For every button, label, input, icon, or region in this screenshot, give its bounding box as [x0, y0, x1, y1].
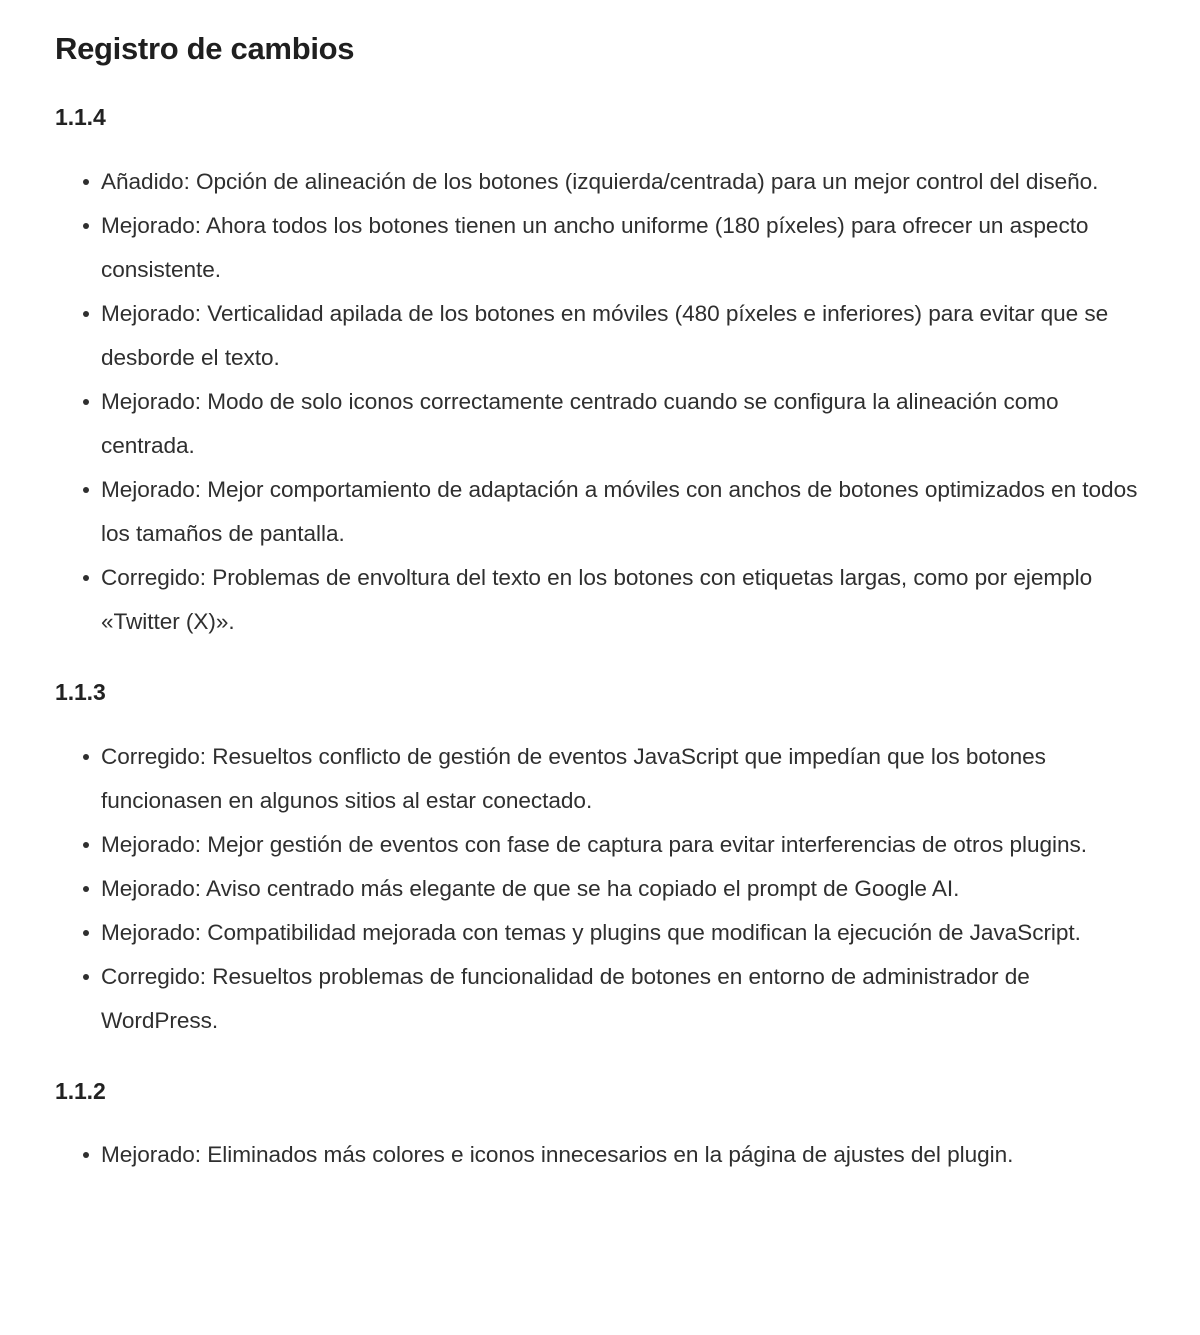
bullet-icon — [83, 867, 90, 911]
list-item — [55, 867, 1146, 911]
list-item — [55, 380, 1146, 468]
changelog-list — [55, 133, 1152, 644]
bullet-icon — [83, 380, 90, 424]
list-item — [55, 292, 1146, 380]
bullet-icon — [83, 955, 90, 999]
version-heading: 1.1.2 — [55, 1077, 106, 1104]
bullet-icon — [83, 1133, 90, 1177]
list-item-text: Mejorado: Mejor gestión de eventos con fase de captura para evitar interferencias de otros plugins. — [101, 831, 1087, 857]
list-item-text: Corregido: Problemas de envoltura del texto en los botones con etiquetas largas, como por ejemplo «Twitter (X)». — [101, 564, 1093, 634]
bullet-icon — [83, 556, 90, 600]
list-item-text: Mejorado: Aviso centrado más elegante de que se ha copiado el prompt de Google AI. — [101, 875, 960, 901]
bullet-icon — [83, 735, 90, 779]
release-section — [55, 69, 1152, 644]
list-item — [55, 160, 1146, 204]
list-item-text: Mejorado: Mejor comportamiento de adaptación a móviles con anchos de botones optimizados en todos los tamaños de pantalla. — [101, 476, 1138, 546]
list-item — [55, 911, 1146, 955]
changelog-list — [55, 1106, 1152, 1177]
list-item — [55, 468, 1146, 556]
bullet-icon — [83, 204, 90, 248]
list-item — [55, 955, 1146, 1043]
list-item-text: Mejorado: Eliminados más colores e iconos innecesarios en la página de ajustes del plugin. — [101, 1142, 1014, 1168]
list-item — [55, 1133, 1146, 1177]
list-item-text: Corregido: Resueltos conflicto de gestión de eventos JavaScript que impedían que los botones funcionasen en algunos sitios al estar conectado. — [101, 743, 1046, 813]
bullet-icon — [83, 823, 90, 867]
list-item — [55, 204, 1146, 292]
bullet-icon — [83, 911, 90, 955]
list-item-text: Mejorado: Ahora todos los botones tienen un ancho uniforme (180 píxeles) para ofrecer un aspecto consistente. — [101, 212, 1089, 282]
page-title: Registro de cambios — [55, 31, 355, 66]
bullet-icon — [83, 292, 90, 336]
list-item-text: Mejorado: Verticalidad apilada de los botones en móviles (480 píxeles e inferiores) para evitar que se desborde el texto. — [101, 300, 1109, 370]
list-item-text: Añadido: Opción de alineación de los botones (izquierda/centrada) para un mejor control del diseño. — [101, 168, 1099, 194]
list-item — [55, 823, 1146, 867]
bullet-icon — [83, 468, 90, 512]
list-item — [55, 735, 1146, 823]
version-heading: 1.1.4 — [55, 103, 106, 130]
release-section — [55, 1043, 1152, 1178]
list-item-text: Mejorado: Modo de solo iconos correctamente centrado cuando se configura la alineación como centrada. — [101, 388, 1059, 458]
bullet-icon — [83, 160, 90, 204]
version-heading: 1.1.3 — [55, 678, 106, 705]
list-item — [55, 556, 1146, 644]
list-item-text: Mejorado: Compatibilidad mejorada con temas y plugins que modifican la ejecución de JavaScript. — [101, 919, 1081, 945]
changelog-list — [55, 708, 1152, 1043]
list-item-text: Corregido: Resueltos problemas de funcionalidad de botones en entorno de administrador de WordPress. — [101, 963, 1030, 1033]
release-section — [55, 644, 1152, 1043]
